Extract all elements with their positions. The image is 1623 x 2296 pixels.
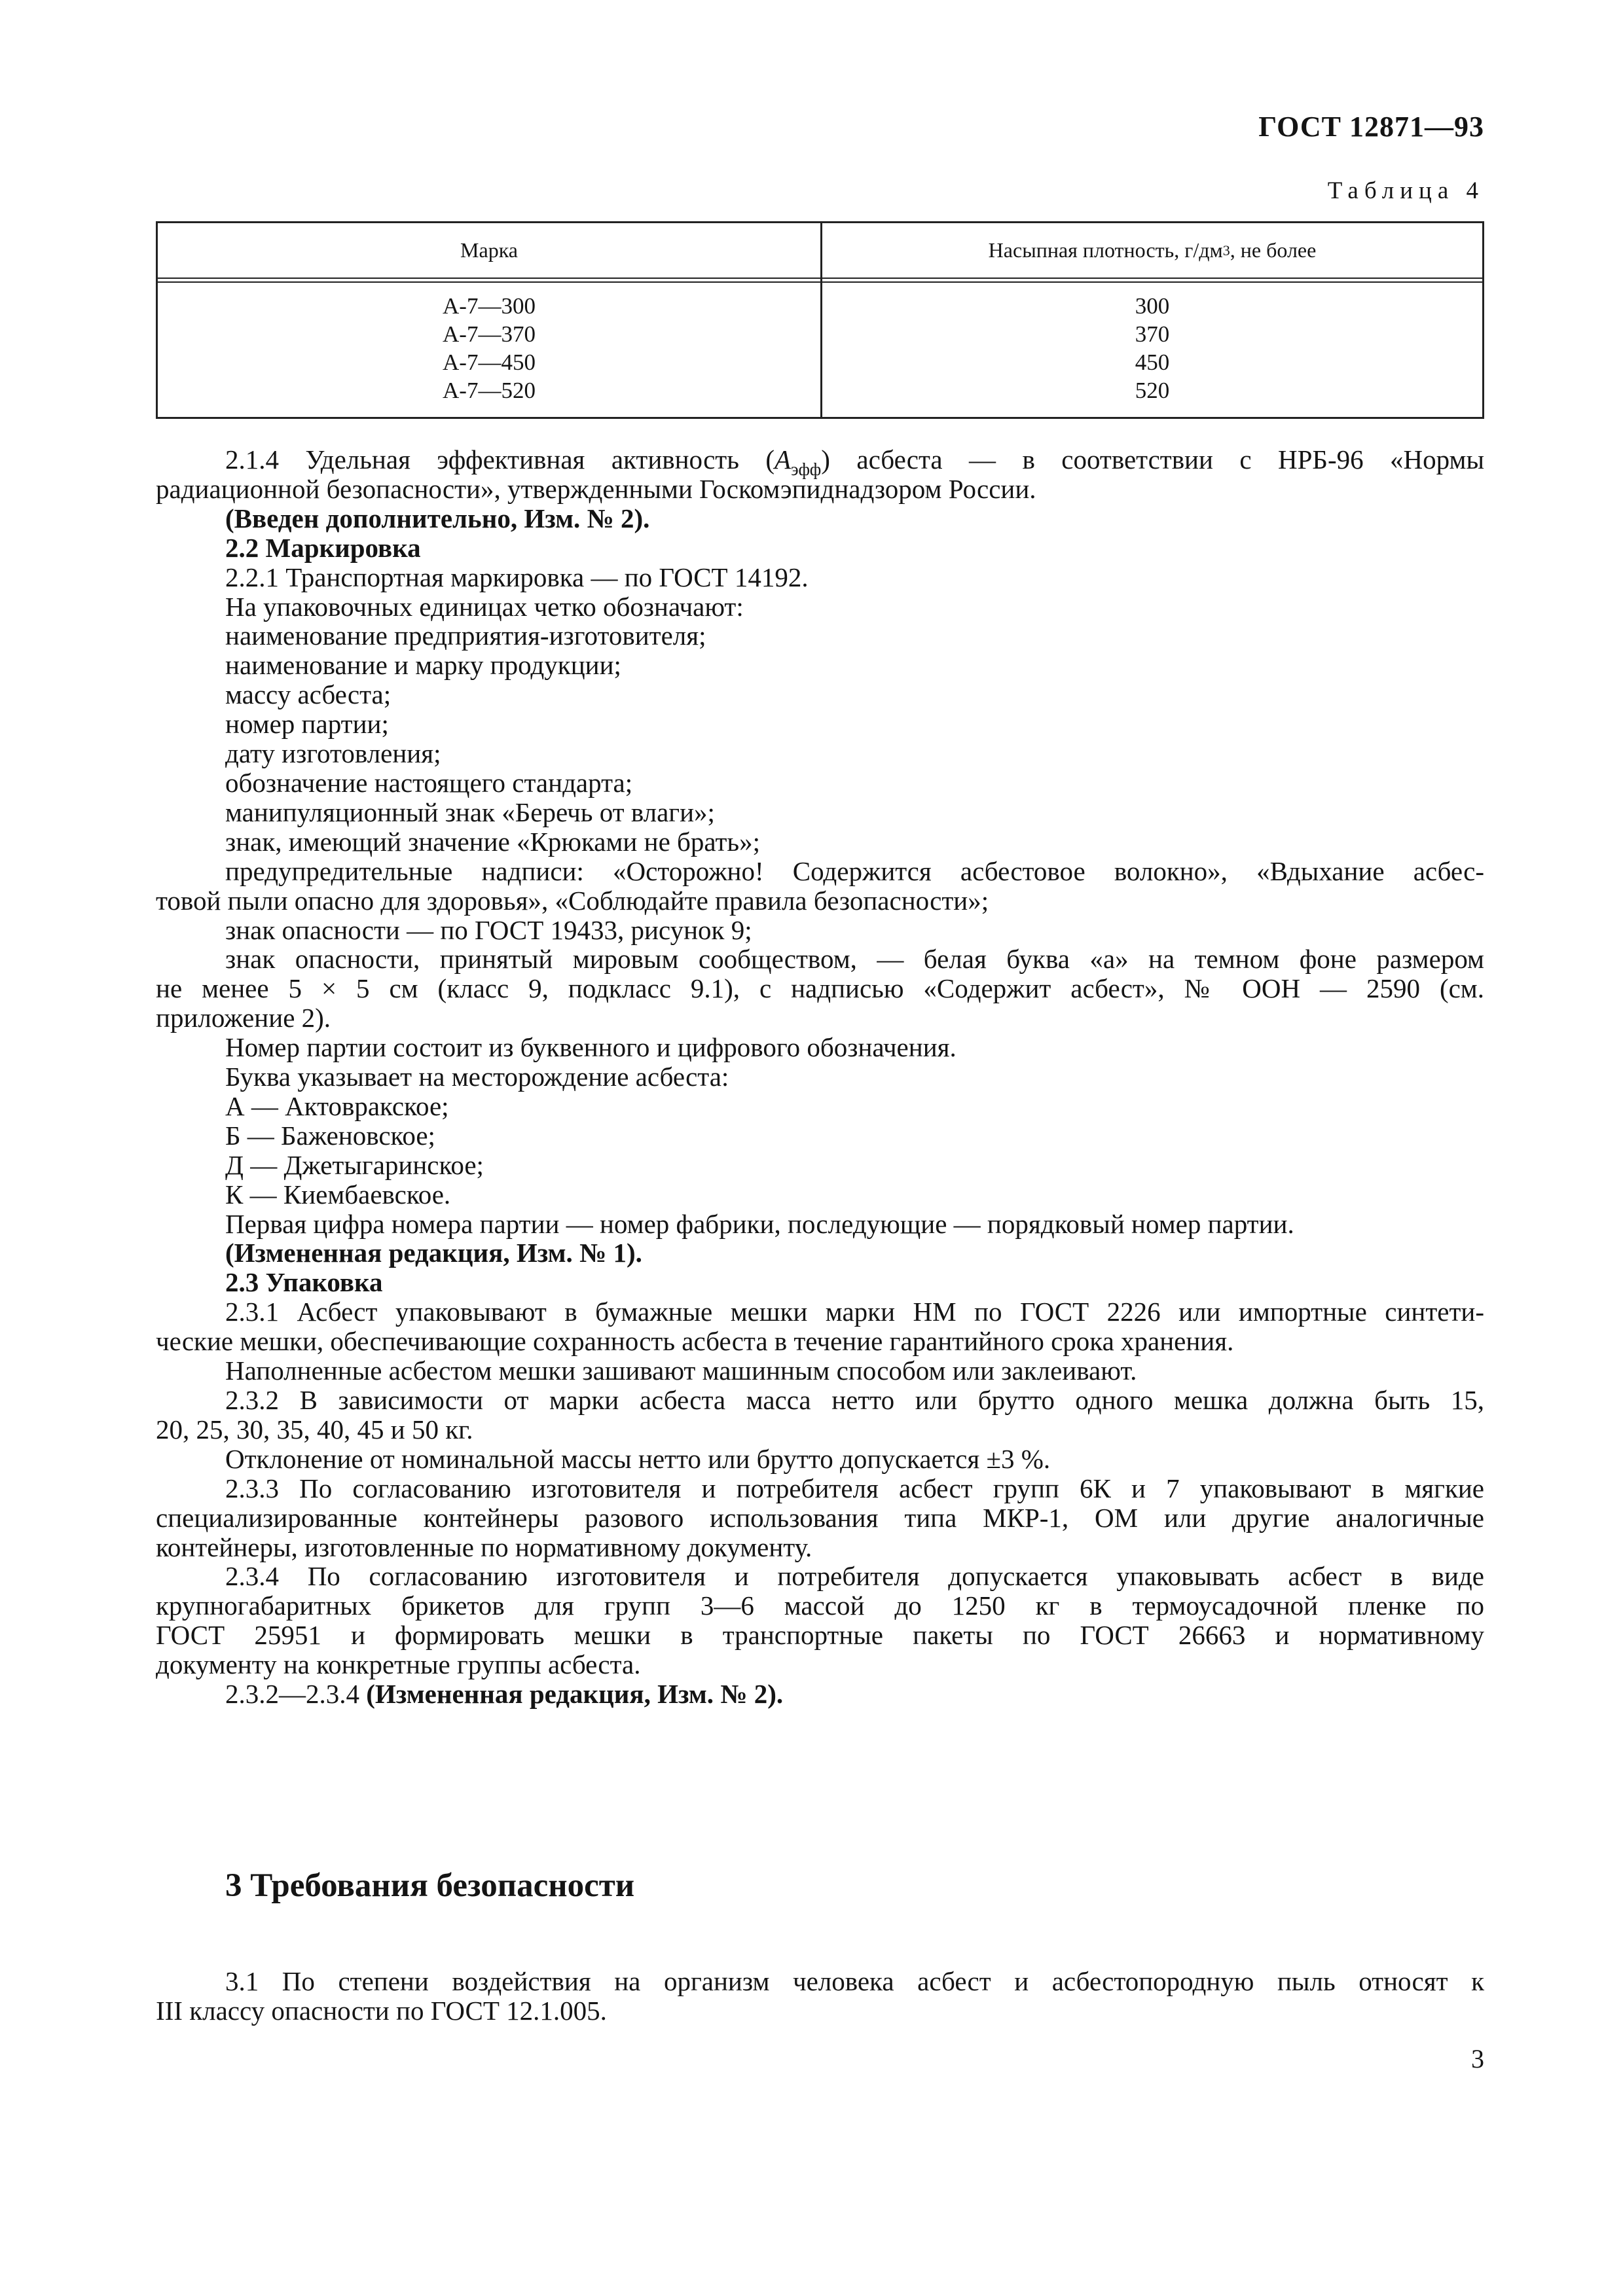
table-column-mark — [158, 292, 820, 404]
paragraph-2-3-1: 2.3.1 Асбест упаковывают в бумажные мешки марки НМ по ГОСТ 2226 или импортные синтети- — [225, 1297, 1484, 1327]
paragraph-line: приложение 2). — [156, 1003, 331, 1033]
section-heading-2-3 — [156, 1268, 1484, 1297]
table-cell-mark: А-7—520 — [443, 378, 536, 403]
list-item: наименование и марку продукции; — [225, 650, 621, 681]
list-item: наименование предприятия-изготовителя; — [225, 620, 706, 651]
amendment-note — [156, 1679, 1484, 1709]
text-run: 2.1.4 Удельная эффективная активность ( — [225, 444, 775, 475]
paragraph-2-3-4: 2.3.4 По согласованию изготовителя и потребителя допускается упаковывать асбест в виде — [225, 1561, 1484, 1592]
list-item: номер партии; — [225, 709, 389, 740]
paragraph: Первая цифра номера партии — номер фабрики, последующие — порядковый номер партии. — [225, 1208, 1294, 1239]
list-item: массу асбеста; — [225, 679, 392, 710]
list-item: дату изготовления; — [225, 738, 441, 769]
table-column-density — [822, 292, 1482, 404]
paragraph-line: радиационной безопасности», утвержденными Госкомэпиднадзором России. — [156, 473, 1036, 504]
paragraph: Номер партии состоит из буквенного и цифрового обозначения. — [225, 1032, 957, 1063]
heading-text: 2.3 Упаковка — [225, 1267, 383, 1298]
amendment-text: (Измененная редакция, Изм. № 2). — [366, 1679, 784, 1710]
paragraph: Отклонение от номинальной массы нетто или брутто допускается ±3 %. — [225, 1443, 1051, 1474]
list-intro: На упаковочных единицах четко обозначают: — [225, 591, 744, 622]
table-header-divider — [158, 278, 1482, 283]
paragraph-2-2-1: 2.2.1 Транспортная маркировка — по ГОСТ 14192. — [225, 562, 809, 592]
density-table — [156, 221, 1484, 419]
table-cell-mark: А-7—370 — [443, 321, 536, 347]
amendment-note — [156, 1238, 1484, 1268]
table-caption: Таблица 4 — [1327, 177, 1484, 204]
table-header-mark: Марка — [460, 238, 518, 262]
paragraph-line: ГОСТ 25951 и формировать мешки в транспортные пакеты по ГОСТ 26663 и нормативному — [156, 1620, 1484, 1651]
table-cell-density: 450 — [1135, 350, 1170, 375]
paragraph-line: документу на конкретные группы асбеста. — [156, 1649, 641, 1680]
list-item: предупредительные надписи: «Осторожно! Содержится асбестовое волокно», «Вдыхание асбес- — [225, 855, 1484, 886]
section-3-text — [156, 1967, 1484, 2026]
amendment-text: (Измененная редакция, Изм. № 1). — [225, 1238, 642, 1268]
text-run: 2.3.2—2.3.4 — [225, 1679, 367, 1710]
list-item: обозначение настоящего стандарта; — [225, 767, 633, 798]
table-cell-density: 520 — [1135, 378, 1170, 403]
paragraph-line: крупногабаритных брикетов для групп 3—6 массой до 1250 кг в термоусадочной пленке по — [156, 1590, 1484, 1621]
density-header-suffix: , не более — [1230, 238, 1317, 262]
paragraph-line: III классу опасности по ГОСТ 12.1.005. — [156, 1995, 607, 2026]
deposit-item: Д — Джетыгаринское; — [225, 1149, 484, 1180]
paragraph-line: товой пыли опасно для здоровья», «Соблюдайте правила безопасности»; — [156, 885, 989, 916]
paragraph: Буква указывает на месторождение асбеста: — [225, 1062, 729, 1092]
text-run: ) асбеста — в соответствии с НРБ-96 «Нормы — [821, 444, 1485, 475]
table-header-density: Насыпная плотность, г/дм 3 , не более — [988, 238, 1317, 262]
paragraph-2-3-3: 2.3.3 По согласованию изготовителя и потребителя асбест групп 6К и 7 упаковывают в мягкие — [225, 1473, 1484, 1503]
paragraph-2-3-2: 2.3.2 В зависимости от марки асбеста масса нетто или брутто одного мешка должна быть 15, — [225, 1385, 1484, 1415]
table-cell-density: 370 — [1135, 321, 1170, 347]
amendment-text: (Введен дополнительно, Изм. № 2). — [225, 503, 650, 533]
list-item: манипуляционный знак «Беречь от влаги»; — [225, 797, 715, 827]
activity-symbol: A — [774, 444, 792, 475]
body-text — [156, 445, 1484, 1709]
paragraph-line: не менее 5 × 5 см (класс 9, подкласс 9.1), с надписью «Содержит асбест», № ООН — 2590 (см. — [156, 973, 1484, 1004]
deposit-item: К — Киембаевское. — [225, 1179, 451, 1210]
paragraph: Наполненные асбестом мешки зашивают машинным способом или заклеивают. — [225, 1355, 1137, 1386]
standard-code: ГОСТ 12871—93 — [1258, 111, 1484, 143]
list-item: знак, имеющий значение «Крюками не брать»; — [225, 826, 761, 857]
list-item: знак опасности, принятый мировым сообществом, — белая буква «а» на темном фоне размером — [225, 944, 1484, 975]
paragraph-2-1-4 — [156, 444, 1485, 479]
paragraph-line: специализированные контейнеры разового использования типа МКР-1, ОМ или другие аналогичные — [156, 1502, 1484, 1533]
paragraph-line: 20, 25, 30, 35, 40, 45 и 50 кг. — [156, 1414, 473, 1444]
list-item: знак опасности — по ГОСТ 19433, рисунок 9; — [225, 914, 752, 945]
amendment-note — [156, 504, 1484, 533]
activity-subscript: эфф — [791, 459, 822, 479]
page-number: 3 — [1471, 2044, 1484, 2073]
deposit-item: Б — Баженовское; — [225, 1120, 435, 1151]
table-cell-density: 300 — [1135, 293, 1170, 319]
heading-text: 2.2 Маркировка — [225, 532, 421, 563]
paragraph-line: ческие мешки, обеспечивающие сохранность асбеста в течение гарантийного срока хранения. — [156, 1326, 1234, 1357]
deposit-item: А — Актовракское; — [225, 1090, 449, 1121]
table-cell-mark: А-7—450 — [443, 350, 536, 375]
density-header-text: Насыпная плотность, г/дм — [988, 238, 1223, 262]
section-heading-2-2 — [156, 533, 1484, 563]
table-cell-mark: А-7—300 — [443, 293, 536, 319]
paragraph-3-1: 3.1 По степени воздействия на организм человека асбест и асбестопородную пыль относят к — [225, 1966, 1484, 1996]
section-3-title: 3 Требования безопасности — [225, 1867, 635, 1904]
paragraph-line: контейнеры, изготовленные по нормативному документу. — [156, 1532, 812, 1562]
